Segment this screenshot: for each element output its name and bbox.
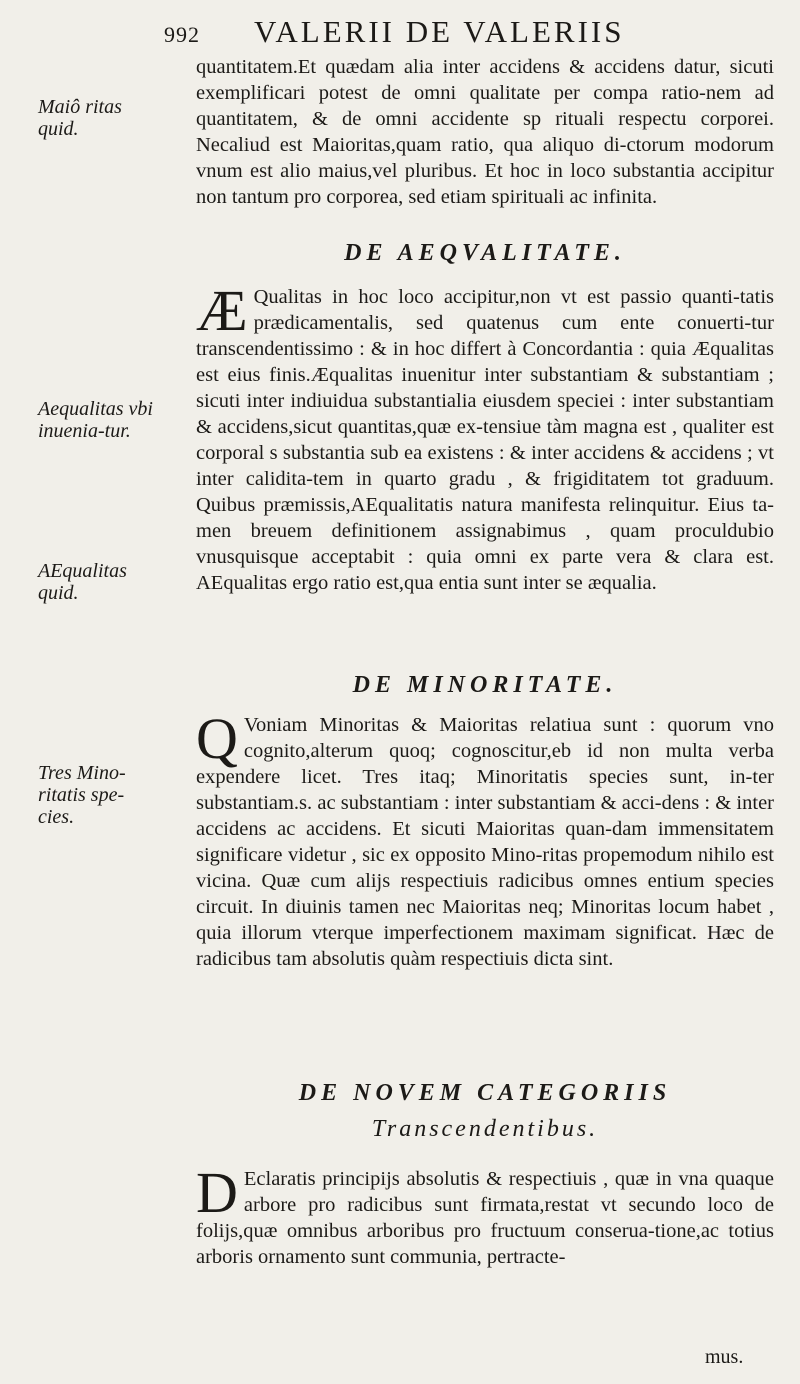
section-subtitle-novem: Transcendentibus. (371, 1116, 599, 1142)
intro-paragraph: quantitatem.Et quædam alia inter accidens & accidens datur, sicuti exemplificari potest de omni qualitate per compa ratio-nem ad quantitatem, & de omni accidente sp rituali respectu corporei. Necaliud est Maioritas,quam ratio, qua aliquo di-ctorum modorum vnum est alio maius,vel pluribus. Et hoc in loco substantia accipitur non tantum pro corporea, sed etiam spirituali ac infinita. (196, 56, 774, 208)
aequalitate-paragraph-block (196, 278, 774, 596)
aequalitate-paragraph: Qualitas in hoc loco accipitur,non vt est passio quanti-tatis prædicamentalis, sed quatenus cum ente conuerti-tur transcendentissimo : & in hoc differt à Concordantia : quia Æqualitas est eius finis.Æqualitas inuenitur inter substantiam & substantiam ; sicuti inter indiuidua substantialia eiusdem speciei : inter substantiam & accidens,sicut quantitas,quæ ex-tensiue tàm magna est , qualiter est corporal s substantia sub ea existens : & inter accidens & accidens ; vt inter calidita-tem in quarto gradu , & frigiditatem tot graduum. Quibus præmissis,AEqualitatis natura manifesta relinquitur. Eius ta-men breuem definitionem assignabimus , quam proculdubio vnusquisque acceptabit : quia omni ex parte vera & clara est. AEqualitas ergo ratio est,qua entia sunt inter se æqualia. (196, 286, 774, 594)
running-head: VALERII DE VALERIIS (254, 14, 625, 49)
margin-note-aequalitas-ubi: Aequalitas vbi inuenia-tur. (38, 398, 153, 442)
section-title-novem: DE NOVEM CATEGORIIS (298, 1080, 672, 1106)
catchword: mus. (705, 1346, 744, 1368)
novem-paragraph-block (196, 1160, 774, 1270)
novem-paragraph: Eclaratis principijs absolutis & respectiuis , quæ in vna quaque arbore pro radicibus sunt firmata,restat vt secundo loco de folijs,quæ omnibus arboribus pro fructuum conserua-tione,ac totius arboris ornamento sunt communia, pertracte- (196, 1168, 774, 1268)
margin-note-minoritas-species: Tres Mino-ritatis spe-cies. (38, 762, 126, 828)
page-number: 992 (164, 22, 200, 47)
margin-note-maioritas: Maiô ritas quid. (38, 96, 122, 140)
drop-cap: Æ (196, 278, 248, 343)
minoritate-paragraph: Voniam Minoritas & Maioritas relatiua sunt : quorum vno cognito,alterum quoq; cognoscitur,eb id non multa verba expendere licet. Tres itaq; Minoritatis species sunt, in-ter substantiam.s. ac substantiam : inter substantiam & acci-dens : & inter accidens ac accidens. Et sicuti Maioritas quan-dam immensitatem significare videtur , sic ex opposito Mino-ritas propemodum nihilo est vicina. Quæ cum alijs respectiuis radicibus omnes entium species circuit. In diuinis tamen nec Maioritas neq; Minoritas locum habet , quia illorum vterque imperfectionem maximam significat. Hæc de radicibus tam absolutis quàm respectiuis dicta sint. (196, 714, 774, 970)
drop-cap: D (196, 1160, 238, 1225)
drop-cap: Q (196, 706, 238, 771)
minoritate-paragraph-block (196, 706, 774, 972)
section-title-minoritate: DE MINORITATE. (352, 672, 618, 698)
section-title-aequalitate: DE AEQVALITATE. (344, 240, 626, 266)
margin-note-aequalitas-quid: AEqualitas quid. (38, 560, 127, 604)
page-header (0, 8, 800, 48)
